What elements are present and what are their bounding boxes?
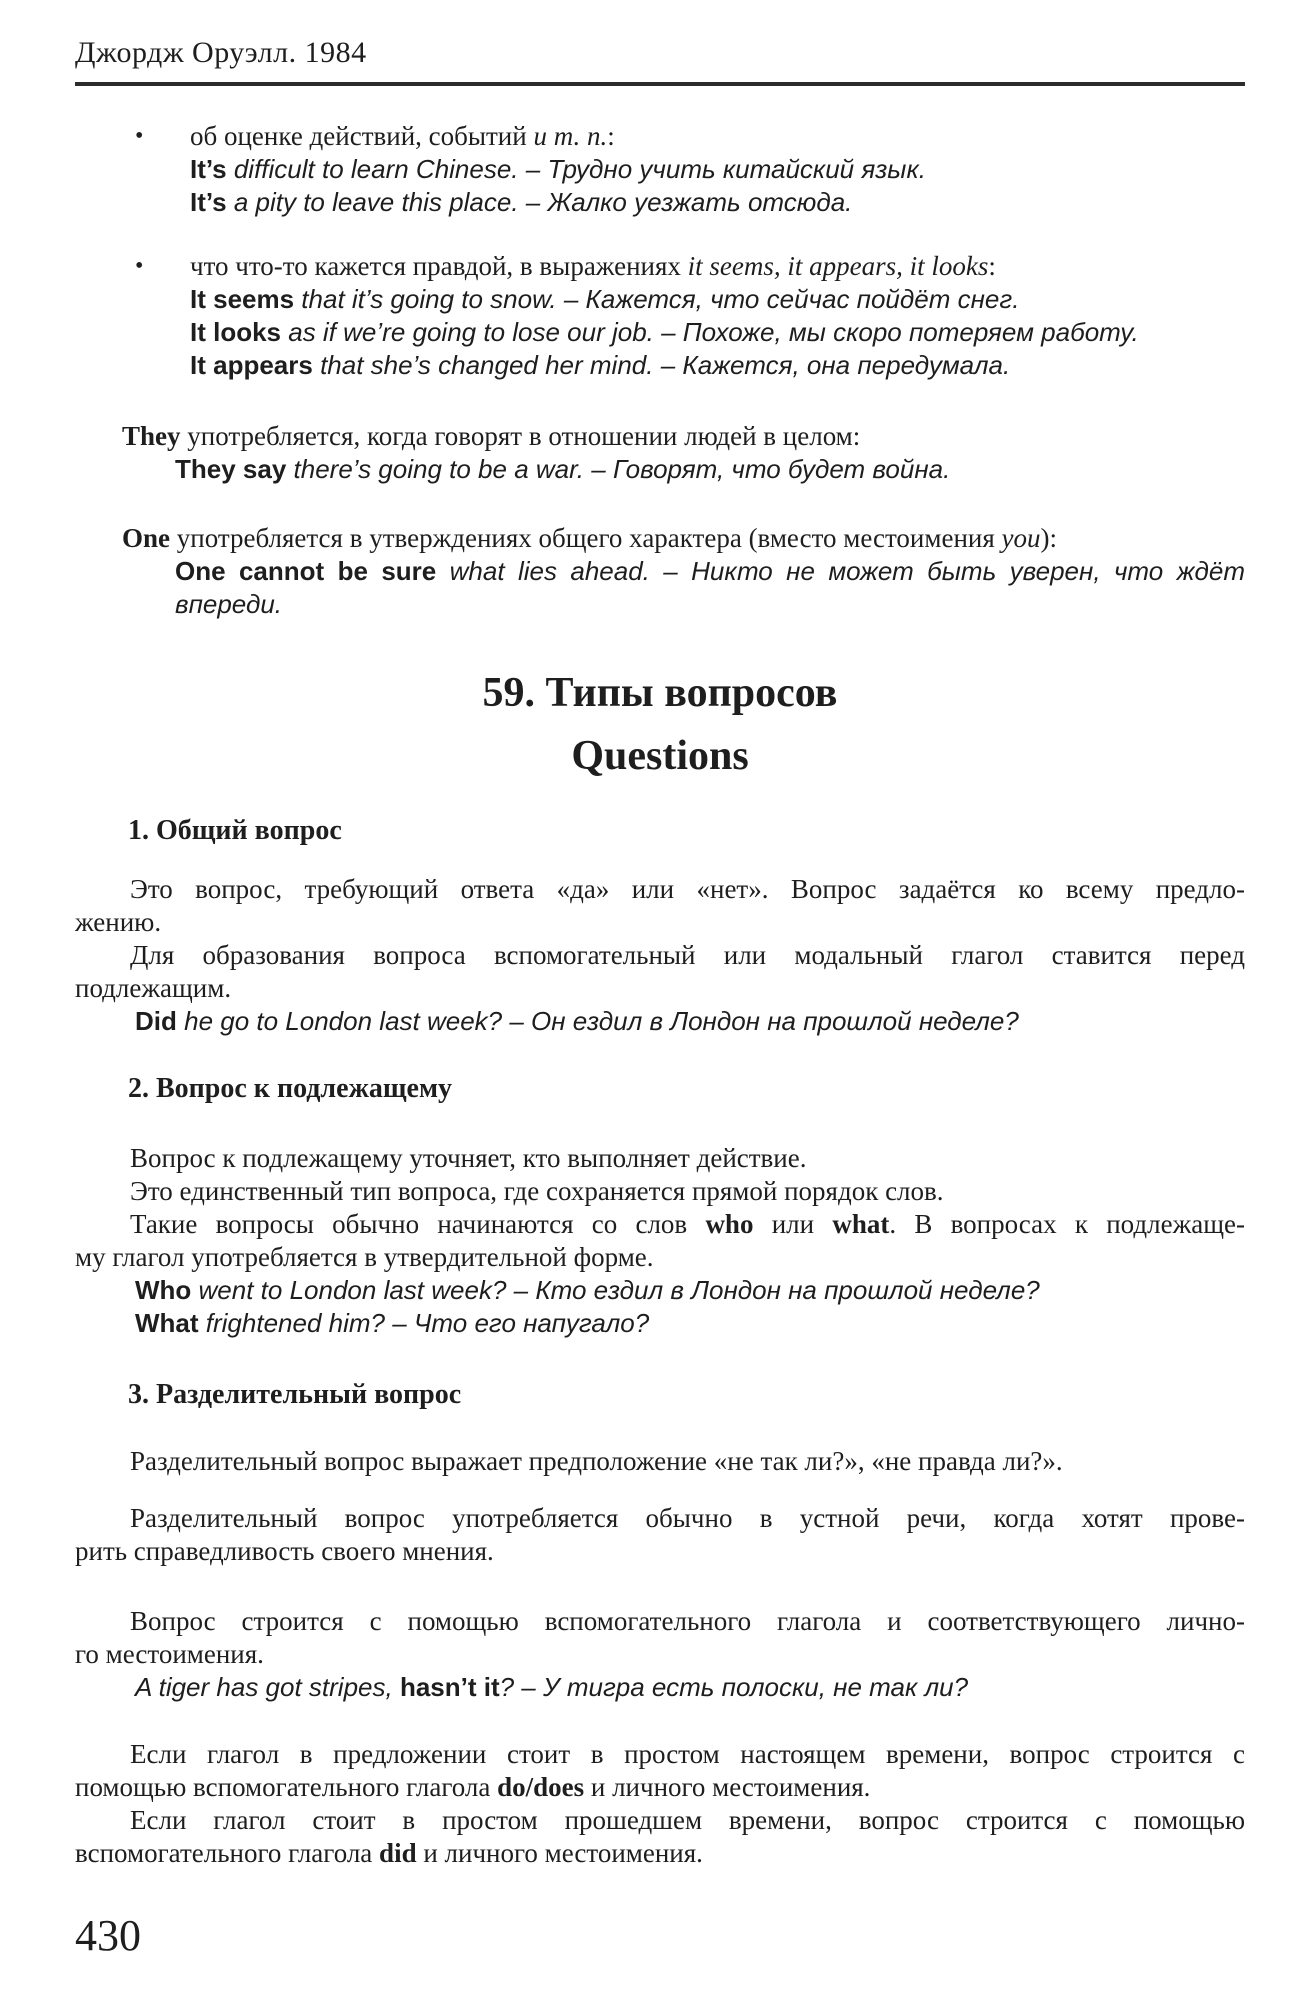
- running-head-title: Джордж Оруэлл. 1984: [75, 36, 367, 69]
- paragraph-line: Вопрос к подлежащему уточняет, кто выполняет действие.: [130, 1143, 807, 1173]
- paragraph-line: Если глагол стоит в простом прошедшем времени, вопрос строится с помощью: [130, 1805, 1245, 1835]
- list-item: [75, 120, 1245, 219]
- paragraph-line: Разделительный вопрос выражает предположение «не так ли?», «не правда ли?».: [130, 1446, 1063, 1476]
- chapter-title: 59. Типы вопросов: [482, 670, 838, 716]
- paragraph: [75, 1738, 1245, 1870]
- example-line: Did he go to London last week? – Он ездил в Лондон на прошлой неделе?: [135, 1006, 1019, 1036]
- paragraph-line: жению.: [75, 907, 162, 937]
- example-line: A tiger has got stripes, hasn’t it? – У тигра есть полоски, не так ли?: [135, 1672, 969, 1702]
- example-line: They say there’s going to be a war. – Говорят, что будет война.: [175, 454, 951, 484]
- paragraph-line: Для образования вопроса вспомогательный или модальный глагол ставится перед: [130, 940, 1245, 970]
- paragraph-line: подлежащим.: [75, 973, 232, 1003]
- example-line: One cannot be sure what lies ahead. – Никто не может быть уверен, что ждёт: [175, 556, 1245, 586]
- bullet-intro: об оценке действий, событий и т. п.:: [190, 121, 615, 151]
- example-line: What frightened him? – Что его напугало?: [135, 1308, 650, 1338]
- section-3-heading: 3. Разделительный вопрос: [128, 1379, 462, 1410]
- header-rule: [75, 82, 1245, 86]
- paragraph-line: Если глагол в предложении стоит в простом настоящем времени, вопрос строится с: [130, 1739, 1245, 1769]
- chapter-heading: [75, 662, 1245, 788]
- example-line: It appears that she’s changed her mind. – Кажется, она передумала.: [190, 350, 1011, 380]
- paragraph-line: го местоимения.: [75, 1639, 264, 1669]
- paragraph-line: помощью вспомогательного глагола do/does и личного местоимения.: [75, 1772, 871, 1802]
- note-one: [122, 522, 1245, 621]
- section-3-body: [75, 1445, 1245, 1870]
- example-line: It’s a pity to leave this place. – Жалко уезжать отсюда.: [190, 187, 853, 217]
- bullet-marker-icon: •: [135, 253, 144, 279]
- example-line: It looks as if we’re going to lose our job. – Похоже, мы скоро потеряем работу.: [190, 317, 1139, 347]
- section-1-body: [75, 873, 1245, 1038]
- paragraph-line: му глагол употребляется в утвердительной форме.: [75, 1242, 654, 1272]
- chapter-subtitle: Questions: [571, 733, 749, 779]
- note-they-text: They употребляется, когда говорят в отношении людей в целом:: [122, 421, 861, 451]
- paragraph-line: Это вопрос, требующий ответа «да» или «нет». Вопрос задаётся ко всему предло-: [130, 874, 1245, 904]
- paragraph: [75, 1502, 1245, 1568]
- bullet-marker-icon: •: [135, 123, 144, 149]
- example-line: Who went to London last week? – Кто ездил в Лондон на прошлой неделе?: [135, 1275, 1040, 1305]
- paragraph-line: Это единственный тип вопроса, где сохраняется прямой порядок слов.: [130, 1176, 944, 1206]
- paragraph-line: Вопрос строится с помощью вспомогательного глагола и соответствующего лично-: [130, 1606, 1245, 1636]
- paragraph-line: рить справедливость своего мнения.: [75, 1536, 494, 1566]
- example-line: It seems that it’s going to snow. – Кажется, что сейчас пойдёт снег.: [190, 284, 1020, 314]
- paragraph-line: вспомогательного глагола did и личного местоимения.: [75, 1838, 703, 1868]
- paragraph-line: Разделительный вопрос употребляется обычно в устной речи, когда хотят прове-: [130, 1503, 1245, 1533]
- paragraph: [75, 1605, 1245, 1704]
- example-line: It’s difficult to learn Chinese. – Трудно учить китайский язык.: [190, 154, 926, 184]
- paragraph-line: Такие вопросы обычно начинаются со слов who или what. В вопросах к подлежаще-: [130, 1209, 1245, 1239]
- example-line: впереди.: [175, 589, 283, 619]
- bullet-list: [75, 120, 1245, 382]
- list-item: [75, 250, 1245, 382]
- bullet-intro: что что-то кажется правдой, в выражениях it seems, it appears, it looks:: [190, 251, 996, 281]
- section-1-heading: 1. Общий вопрос: [128, 815, 342, 846]
- section-2-body: [75, 1142, 1245, 1340]
- note-they: [122, 420, 1245, 486]
- page-number: 430: [75, 1911, 141, 1960]
- note-one-text: One употребляется в утверждениях общего характера (вместо местоимения you):: [122, 523, 1058, 553]
- section-2-heading: 2. Вопрос к подлежащему: [128, 1073, 453, 1104]
